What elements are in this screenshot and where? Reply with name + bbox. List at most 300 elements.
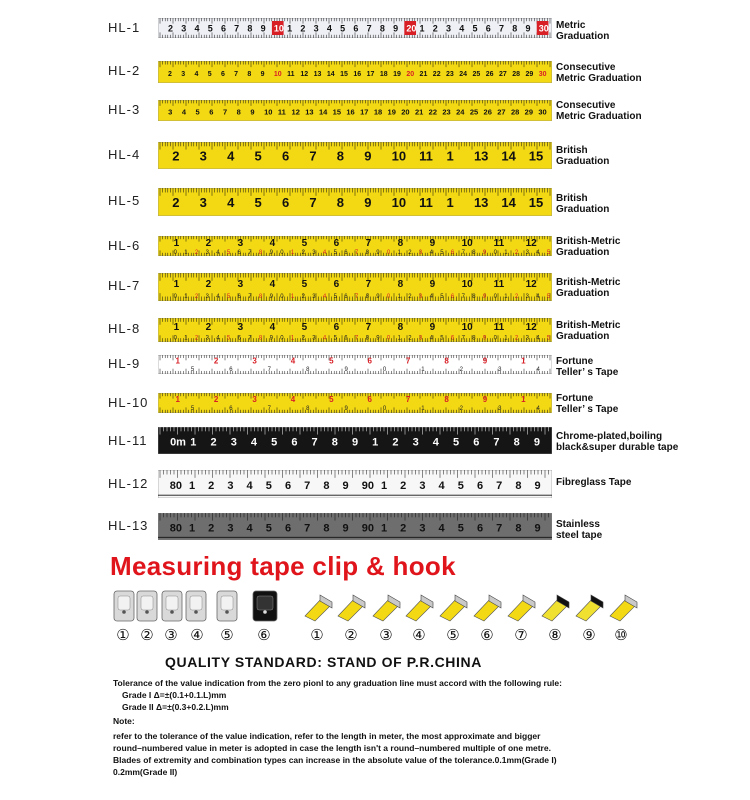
svg-text:13: 13 <box>473 148 489 164</box>
svg-text:4: 4 <box>269 279 276 290</box>
svg-text:7: 7 <box>405 395 411 404</box>
svg-text:9: 9 <box>344 406 348 412</box>
svg-text:7: 7 <box>304 480 311 493</box>
svg-text:9: 9 <box>351 436 359 449</box>
svg-text:6: 6 <box>473 436 480 449</box>
svg-text:6: 6 <box>281 195 290 211</box>
svg-text:2: 2 <box>408 294 412 301</box>
svg-text:1: 1 <box>173 322 180 333</box>
hook-image <box>403 590 435 622</box>
svg-text:8: 8 <box>379 23 385 34</box>
svg-text:6: 6 <box>333 322 340 333</box>
svg-text:27: 27 <box>499 70 507 78</box>
svg-text:24: 24 <box>459 70 468 78</box>
svg-text:9: 9 <box>269 250 273 256</box>
svg-text:3: 3 <box>418 250 423 256</box>
svg-text:4: 4 <box>536 250 540 256</box>
svg-text:80: 80 <box>169 480 183 493</box>
svg-text:4: 4 <box>536 367 540 374</box>
svg-text:2: 2 <box>194 294 199 301</box>
svg-text:2: 2 <box>459 367 464 374</box>
svg-text:3: 3 <box>525 335 529 342</box>
svg-text:9: 9 <box>269 335 273 342</box>
svg-text:7: 7 <box>461 335 465 342</box>
svg-text:9: 9 <box>250 107 255 117</box>
svg-text:28: 28 <box>510 107 520 117</box>
svg-text:3: 3 <box>181 23 187 34</box>
hook-image <box>302 590 334 622</box>
svg-text:22: 22 <box>432 70 441 78</box>
svg-text:7: 7 <box>309 148 317 164</box>
svg-text:2: 2 <box>514 294 519 301</box>
quality-standard-heading: QUALITY STANDARD: STAND OF P.R.CHINA <box>165 654 482 670</box>
svg-text:30: 30 <box>538 107 547 117</box>
svg-text:7: 7 <box>354 250 359 256</box>
svg-text:5: 5 <box>301 279 308 290</box>
svg-text:11: 11 <box>287 70 295 78</box>
svg-text:1: 1 <box>446 148 454 164</box>
svg-text:5: 5 <box>457 522 464 535</box>
svg-text:3: 3 <box>312 335 316 342</box>
note-label: Note: <box>113 716 135 726</box>
svg-text:11: 11 <box>493 322 505 333</box>
svg-text:6: 6 <box>237 294 241 301</box>
svg-text:2: 2 <box>167 70 172 78</box>
svg-text:8: 8 <box>236 107 241 117</box>
svg-text:6: 6 <box>344 250 348 256</box>
svg-text:19: 19 <box>393 70 401 78</box>
svg-text:7: 7 <box>461 250 465 256</box>
note-line-3: Blades of extremity and combination types can increase in the absolute value of the tolerance.0.1mm(Grade I) <box>113 755 557 765</box>
svg-text:27: 27 <box>497 107 506 117</box>
svg-text:1: 1 <box>397 250 401 256</box>
svg-text:14: 14 <box>326 70 335 78</box>
svg-text:2: 2 <box>208 522 215 535</box>
svg-text:2: 2 <box>194 335 199 342</box>
svg-text:5: 5 <box>207 70 212 78</box>
svg-text:90: 90 <box>361 480 375 493</box>
svg-text:7: 7 <box>267 367 272 374</box>
svg-text:1: 1 <box>290 335 295 342</box>
svg-text:26: 26 <box>483 107 492 117</box>
svg-text:4: 4 <box>216 294 220 301</box>
svg-text:5: 5 <box>440 250 444 256</box>
svg-text:7: 7 <box>493 436 500 449</box>
svg-text:21: 21 <box>414 107 424 117</box>
svg-text:4: 4 <box>429 335 433 342</box>
svg-text:3: 3 <box>205 294 209 301</box>
svg-text:2: 2 <box>408 335 412 342</box>
svg-text:29: 29 <box>525 70 534 78</box>
svg-text:1: 1 <box>504 335 508 342</box>
svg-text:7: 7 <box>234 23 240 34</box>
tape-code: HL-12 <box>108 476 149 491</box>
svg-text:8: 8 <box>513 436 520 449</box>
svg-text:10: 10 <box>273 70 282 78</box>
clip-number: ② <box>140 627 154 644</box>
svg-text:11: 11 <box>493 279 505 290</box>
svg-text:4: 4 <box>459 23 465 34</box>
svg-text:6: 6 <box>344 294 348 301</box>
tape-hl-7 <box>158 273 552 301</box>
svg-text:23: 23 <box>442 107 451 117</box>
svg-text:6: 6 <box>284 522 292 535</box>
svg-text:5: 5 <box>301 238 308 249</box>
svg-text:9: 9 <box>364 195 372 211</box>
section-title: Measuring tape clip & hook <box>110 551 456 581</box>
svg-text:0: 0 <box>382 406 387 412</box>
svg-text:1: 1 <box>504 250 508 256</box>
svg-text:5: 5 <box>457 480 464 493</box>
note-line-2: round–numbered value in meter is adopted in case the length isn't a round–numbered multiple of one metre. <box>113 743 551 753</box>
svg-text:8: 8 <box>365 335 369 342</box>
svg-text:7: 7 <box>354 335 359 342</box>
svg-text:1: 1 <box>397 294 401 301</box>
svg-text:4: 4 <box>429 294 433 301</box>
svg-text:6: 6 <box>333 238 340 249</box>
hook-number: ① <box>310 627 324 644</box>
svg-text:8: 8 <box>306 367 310 374</box>
svg-text:8: 8 <box>258 294 263 301</box>
tape-code: HL-7 <box>108 278 141 293</box>
svg-text:9: 9 <box>364 148 372 164</box>
svg-text:8: 8 <box>515 480 522 493</box>
svg-text:17: 17 <box>360 107 369 117</box>
svg-text:24: 24 <box>456 107 465 117</box>
tape-description: Consecutive Metric Graduation <box>556 62 642 84</box>
svg-text:2: 2 <box>408 250 412 256</box>
svg-text:7: 7 <box>461 294 465 301</box>
svg-text:2: 2 <box>301 250 305 256</box>
hook-image <box>505 590 537 622</box>
svg-text:7: 7 <box>496 480 503 493</box>
svg-text:20: 20 <box>401 107 410 117</box>
svg-text:1: 1 <box>175 356 180 366</box>
svg-text:19: 19 <box>387 107 396 117</box>
svg-text:6: 6 <box>291 436 298 449</box>
svg-text:6: 6 <box>220 23 226 34</box>
svg-text:15: 15 <box>332 107 342 117</box>
tape-description: Metric Graduation <box>556 20 610 42</box>
svg-text:0: 0 <box>386 335 391 342</box>
svg-text:14: 14 <box>501 148 516 164</box>
svg-text:1: 1 <box>372 436 379 449</box>
svg-text:0: 0 <box>280 294 284 301</box>
svg-text:18: 18 <box>373 107 383 117</box>
svg-text:5: 5 <box>254 195 262 211</box>
svg-text:0: 0 <box>173 335 177 342</box>
tape-hl-9 <box>158 355 552 374</box>
svg-text:5: 5 <box>440 335 444 342</box>
clip-number: ③ <box>164 627 178 644</box>
hook-number: ③ <box>379 627 393 644</box>
svg-text:4: 4 <box>250 436 258 449</box>
svg-text:0: 0 <box>493 335 497 342</box>
clip-image <box>185 590 207 622</box>
svg-text:1: 1 <box>175 395 180 404</box>
svg-text:25: 25 <box>469 107 479 117</box>
svg-text:0: 0 <box>173 294 177 301</box>
hook-number: ② <box>344 627 358 644</box>
svg-text:14: 14 <box>318 107 328 117</box>
tape-hl-3 <box>158 100 552 121</box>
hook-image <box>437 590 469 622</box>
svg-text:18: 18 <box>379 70 388 78</box>
svg-text:5: 5 <box>333 250 337 256</box>
svg-text:11: 11 <box>493 238 505 249</box>
svg-text:6: 6 <box>367 395 372 404</box>
svg-text:15: 15 <box>528 148 544 164</box>
svg-text:9: 9 <box>342 522 349 535</box>
tape-hl-13 <box>158 513 552 540</box>
svg-text:8: 8 <box>512 23 518 34</box>
svg-text:2: 2 <box>172 195 180 211</box>
hook-number: ⑧ <box>548 627 562 644</box>
svg-text:12: 12 <box>291 107 300 117</box>
svg-text:4: 4 <box>536 406 540 412</box>
svg-text:3: 3 <box>205 250 209 256</box>
svg-text:8: 8 <box>444 395 449 404</box>
svg-text:6: 6 <box>367 356 372 366</box>
svg-text:16: 16 <box>346 107 355 117</box>
svg-text:3: 3 <box>199 148 207 164</box>
svg-text:6: 6 <box>220 70 225 78</box>
svg-text:1: 1 <box>290 294 295 301</box>
svg-text:4: 4 <box>432 436 439 449</box>
svg-text:4: 4 <box>181 107 187 117</box>
tape-body <box>158 470 552 498</box>
tape-code: HL-1 <box>108 20 141 35</box>
svg-text:2: 2 <box>172 148 180 164</box>
svg-text:9: 9 <box>260 23 266 34</box>
svg-text:3: 3 <box>252 395 257 404</box>
svg-text:3: 3 <box>498 406 502 412</box>
note-line-1: refer to the tolerance of the value indication, refer to the length in meter, the most approximate and bigger <box>113 731 541 741</box>
svg-text:16: 16 <box>353 70 362 78</box>
svg-text:1: 1 <box>521 356 526 366</box>
tape-code: HL-9 <box>108 356 141 371</box>
svg-text:9: 9 <box>429 279 436 290</box>
clip-image <box>161 590 183 622</box>
svg-text:8: 8 <box>336 148 345 164</box>
tape-description: Chrome-plated,boiling black&super durable tape <box>556 431 679 453</box>
svg-text:9: 9 <box>376 250 380 256</box>
svg-text:5: 5 <box>546 250 551 256</box>
svg-text:20: 20 <box>406 70 415 78</box>
svg-text:9: 9 <box>376 294 380 301</box>
svg-text:30: 30 <box>538 23 549 34</box>
svg-text:0: 0 <box>382 367 387 374</box>
svg-text:6: 6 <box>476 480 484 493</box>
svg-text:13: 13 <box>305 107 314 117</box>
svg-text:7: 7 <box>222 107 228 117</box>
svg-text:6: 6 <box>209 107 214 117</box>
svg-text:6: 6 <box>450 250 455 256</box>
svg-text:9: 9 <box>260 70 265 78</box>
svg-text:6: 6 <box>344 335 348 342</box>
hook-image <box>607 590 639 622</box>
svg-text:3: 3 <box>419 480 426 493</box>
svg-text:11: 11 <box>419 195 433 211</box>
svg-text:5: 5 <box>190 367 195 374</box>
svg-text:13: 13 <box>313 70 322 78</box>
clip-number: ① <box>116 627 130 644</box>
svg-text:4: 4 <box>429 250 433 256</box>
tape-code: HL-3 <box>108 102 141 117</box>
svg-text:1: 1 <box>173 279 180 290</box>
tape-body <box>158 513 552 540</box>
tape-code: HL-5 <box>108 193 141 208</box>
svg-text:8: 8 <box>323 480 330 493</box>
svg-text:0: 0 <box>493 294 497 301</box>
svg-text:4: 4 <box>216 250 220 256</box>
svg-text:5: 5 <box>546 335 551 342</box>
svg-text:2: 2 <box>514 250 519 256</box>
tape-hl-12 <box>158 470 552 498</box>
svg-text:4: 4 <box>536 335 540 342</box>
hook-image <box>370 590 402 622</box>
tape-code: HL-2 <box>108 63 141 78</box>
svg-text:6: 6 <box>284 480 292 493</box>
svg-text:0: 0 <box>493 250 497 256</box>
svg-text:5: 5 <box>329 395 334 404</box>
svg-text:8: 8 <box>444 356 449 366</box>
svg-text:9: 9 <box>342 480 349 493</box>
tape-code: HL-4 <box>108 147 141 162</box>
svg-text:8: 8 <box>472 335 476 342</box>
tape-hl-11 <box>158 427 552 454</box>
tape-description: Fortune Teller’ s Tape <box>556 393 619 415</box>
svg-text:6: 6 <box>476 522 484 535</box>
svg-text:5: 5 <box>226 335 231 342</box>
svg-text:5: 5 <box>271 436 278 449</box>
svg-text:1: 1 <box>380 522 388 535</box>
svg-text:1: 1 <box>521 395 526 404</box>
svg-text:3: 3 <box>419 522 426 535</box>
tape-description: British-Metric Graduation <box>556 236 621 258</box>
svg-text:8: 8 <box>397 238 404 249</box>
svg-text:7: 7 <box>354 294 359 301</box>
svg-text:3: 3 <box>418 335 423 342</box>
note-line-4: 0.2mm(Grade II) <box>113 767 178 777</box>
svg-text:7: 7 <box>267 406 272 412</box>
svg-text:4: 4 <box>438 480 445 493</box>
svg-text:2: 2 <box>300 23 306 34</box>
svg-text:2: 2 <box>205 279 212 290</box>
svg-text:7: 7 <box>365 238 372 249</box>
svg-text:12: 12 <box>525 279 537 290</box>
svg-text:12: 12 <box>525 322 537 333</box>
clip-image <box>252 590 278 622</box>
clip-number: ⑥ <box>257 627 271 644</box>
svg-text:2: 2 <box>301 335 305 342</box>
svg-text:4: 4 <box>246 480 253 493</box>
svg-text:8: 8 <box>515 522 522 535</box>
svg-text:5: 5 <box>333 335 337 342</box>
svg-text:17: 17 <box>366 70 375 78</box>
clip-image <box>113 590 135 622</box>
svg-text:3: 3 <box>312 250 316 256</box>
svg-text:7: 7 <box>234 70 239 78</box>
svg-text:8: 8 <box>258 335 263 342</box>
tape-code: HL-6 <box>108 238 141 253</box>
svg-text:3: 3 <box>312 294 316 301</box>
clip-image <box>216 590 238 622</box>
tape-hl-2 <box>158 61 552 83</box>
svg-text:7: 7 <box>366 23 372 34</box>
svg-text:2: 2 <box>213 395 219 404</box>
svg-text:11: 11 <box>277 107 286 117</box>
svg-text:5: 5 <box>226 250 231 256</box>
tape-description: British Graduation <box>556 193 610 215</box>
svg-text:8: 8 <box>365 294 369 301</box>
svg-text:5: 5 <box>340 23 346 34</box>
svg-text:14: 14 <box>501 195 516 211</box>
svg-text:3: 3 <box>418 294 423 301</box>
svg-text:4: 4 <box>194 23 200 34</box>
svg-text:7: 7 <box>304 522 311 535</box>
tape-code: HL-13 <box>108 518 149 533</box>
tape-description: British-Metric Graduation <box>556 320 621 342</box>
svg-text:4: 4 <box>269 238 276 249</box>
tape-hl-6 <box>158 236 552 256</box>
svg-text:3: 3 <box>168 107 173 117</box>
hook-number: ⑦ <box>514 627 528 644</box>
tape-hl-8 <box>158 318 552 342</box>
svg-text:9: 9 <box>533 436 540 449</box>
svg-text:15: 15 <box>528 195 544 211</box>
svg-text:4: 4 <box>194 70 199 78</box>
clip-image <box>136 590 158 622</box>
tape-description: Consecutive Metric Graduation <box>556 100 642 122</box>
svg-text:5: 5 <box>329 356 334 366</box>
svg-text:9: 9 <box>429 238 436 249</box>
tolerance-rule: Tolerance of the value indication from the zero pionl to any graduation line must accord with the following rule: <box>113 678 562 688</box>
hook-number: ⑤ <box>446 627 460 644</box>
svg-text:2: 2 <box>205 238 212 249</box>
tape-hl-4 <box>158 142 552 169</box>
svg-text:3: 3 <box>230 436 237 449</box>
svg-text:8: 8 <box>365 250 369 256</box>
svg-text:6: 6 <box>229 406 233 412</box>
svg-text:1: 1 <box>380 480 388 493</box>
svg-text:5: 5 <box>440 294 444 301</box>
svg-text:1: 1 <box>290 250 295 256</box>
tape-hl-10 <box>158 393 552 413</box>
clip-number: ④ <box>190 627 204 644</box>
svg-text:28: 28 <box>512 70 521 78</box>
tape-description: British Graduation <box>556 145 610 167</box>
tape-hl-1 <box>158 18 552 38</box>
svg-text:3: 3 <box>498 367 502 374</box>
svg-text:0: 0 <box>386 294 391 301</box>
svg-text:3: 3 <box>313 23 319 34</box>
svg-text:2: 2 <box>392 436 399 449</box>
svg-text:4: 4 <box>326 23 332 34</box>
svg-text:3: 3 <box>412 436 419 449</box>
svg-text:6: 6 <box>333 279 340 290</box>
svg-text:9: 9 <box>525 23 531 34</box>
svg-text:25: 25 <box>472 70 481 78</box>
svg-text:3: 3 <box>525 250 529 256</box>
svg-text:2: 2 <box>400 480 407 493</box>
svg-text:3: 3 <box>181 70 186 78</box>
svg-text:4: 4 <box>322 250 327 256</box>
svg-text:10: 10 <box>273 23 284 34</box>
hook-image <box>573 590 605 622</box>
svg-text:1: 1 <box>504 294 508 301</box>
svg-text:4: 4 <box>438 522 445 535</box>
